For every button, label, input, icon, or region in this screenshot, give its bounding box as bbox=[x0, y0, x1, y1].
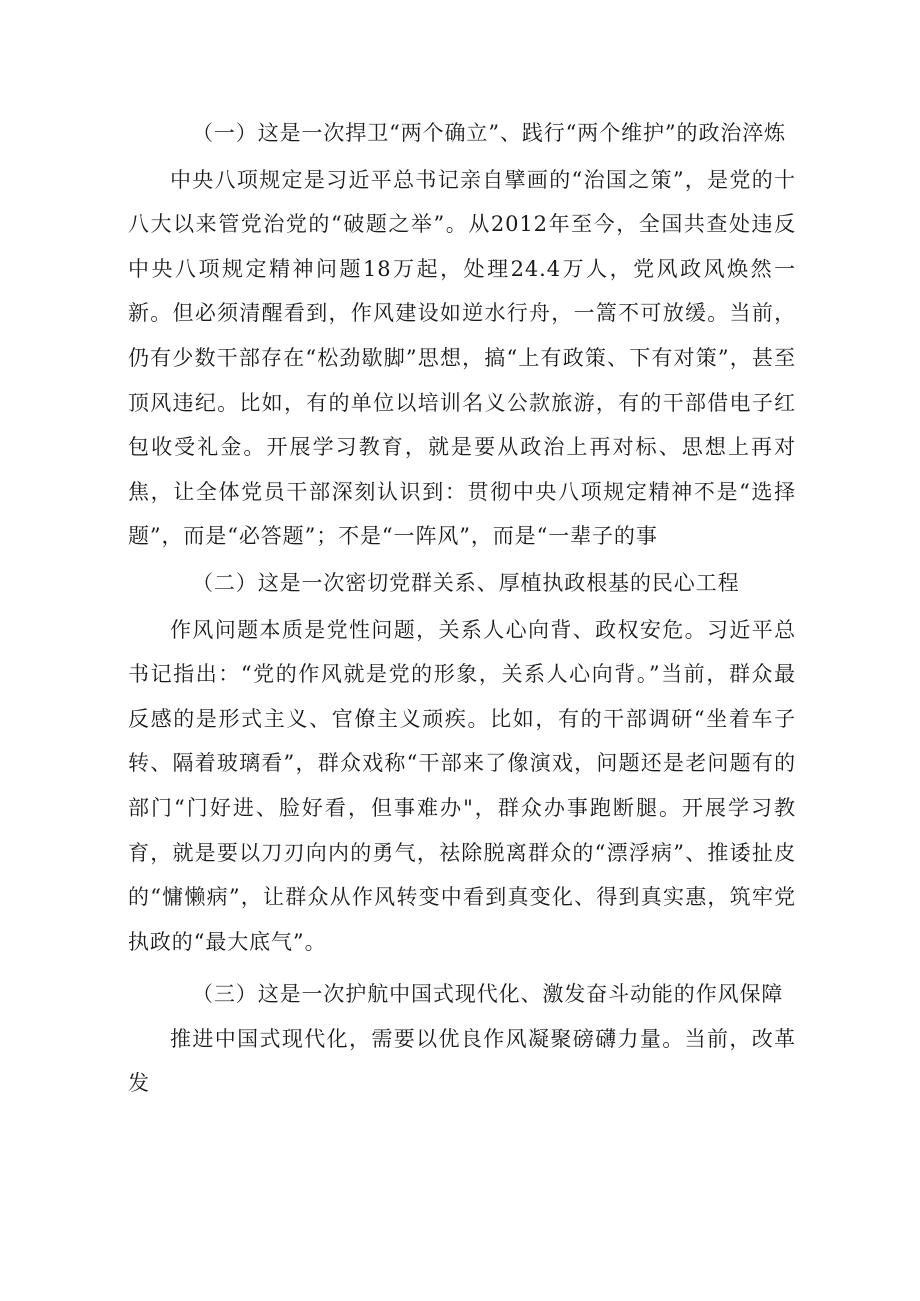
document-body bbox=[128, 111, 796, 1106]
section-2-heading: （二）这是一次密切党群关系、厚植执政根基的民心工程 bbox=[192, 570, 740, 595]
section-3-body: 推进中国式现代化，需要以优良作风凝聚磅礴力量。当前，改革发 bbox=[128, 1026, 796, 1096]
section-1-heading: （一）这是一次捍卫“两个确立”、践行“两个维护”的政治淬炼 bbox=[192, 121, 787, 145]
section-2-body: 作风问题本质是党性问题，关系人心向背、政权安危。习近平总书记指出：“党的作风就是党的形象，关系人心向背。”当前，群众最反感的是形式主义、官僚主义顽疾。比如，有的干部调研“坐着车子转、隔着玻璃看”，群众戏称“干部来了像演戏，问题还是老问题有的部门“门好进、脸好看，但事难办"，群众办事跑断腿。开展学习教育，就是要以刀刃向内的勇气，祛除脱离群众的“漂浮病”、推诿扯皮的“慵懒病”，让群众从作风转变中看到真变化、得到真实惠，筑牢党执政的“最大底气”。 bbox=[128, 617, 796, 954]
section-1-body: 中央八项规定是习近平总书记亲自擘画的“治国之策”，是党的十八大以来管党治党的“破题之举”。从2012年至今，全国共查处违反中央八项规定精神问题18万起，处理24.4万人，党风政风焕然一新。但必须清醒看到，作风建设如逆水行舟，一篙不可放缓。当前，仍有少数干部存在“松劲歇脚”思想，搞“上有政策、下有对策”，甚至顶风违纪。比如，有的单位以培训名义公款旅游，有的干部借电子红包收受礼金。开展学习教育，就是要从政治上再对标、思想上再对焦，让全体党员干部深刻认识到：贯彻中央八项规定精神不是“选择题”，而是“必答题”；不是“一阵风”，而是“一辈子的事 bbox=[128, 167, 796, 549]
section-3-heading: （三）这是一次护航中国式现代化、激发奋斗动能的作风保障 bbox=[192, 982, 784, 1007]
